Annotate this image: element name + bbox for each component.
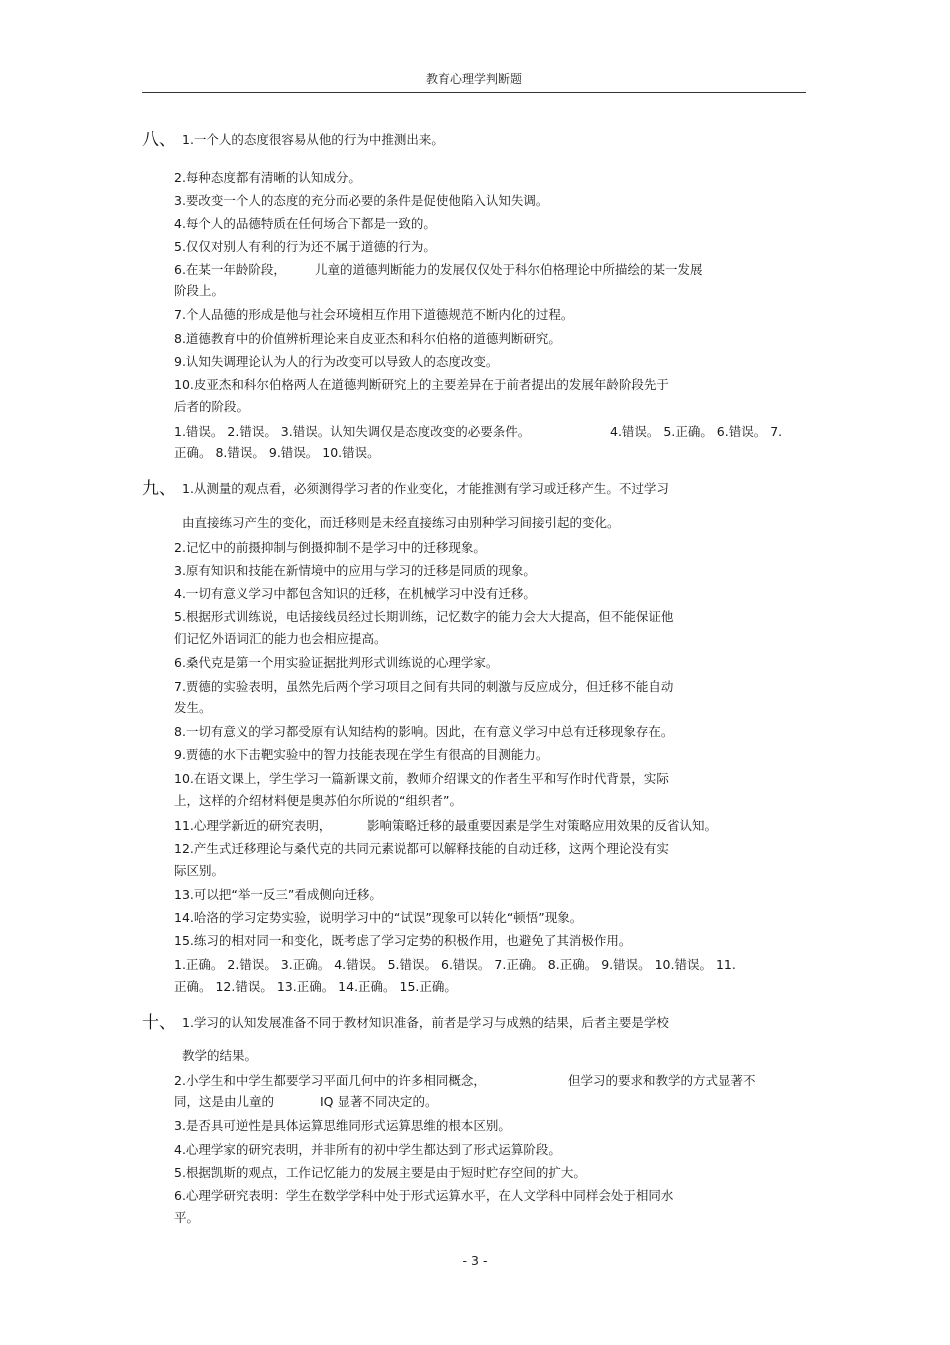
question-line: 同，这是由儿童的 bbox=[174, 1094, 275, 1109]
question-line: 8.一切有意义的学习都受原有认知结构的影响。因此，在有意义学习中总有迁移现象存在。 bbox=[174, 724, 674, 739]
section-number-10: 十、 bbox=[142, 1013, 176, 1033]
question-line: 平。 bbox=[174, 1210, 200, 1225]
question-line: 影响策略迁移的最重要因素是学生对策略应用效果的反省认知。 bbox=[367, 818, 718, 833]
question-line: 14.哈洛的学习定势实验，说明学习中的“试误”现象可以转化“顿悟”现象。 bbox=[174, 910, 583, 925]
question-line: 儿童的道德判断能力的发展仅仅处于科尔伯格理论中所描绘的某一发展 bbox=[315, 262, 703, 277]
question-line: 发生。 bbox=[174, 700, 212, 715]
running-header: 教育心理学判断题 bbox=[425, 72, 522, 86]
question-line: 9.认知失调理论认为人的行为改变可以导致人的态度改变。 bbox=[174, 354, 499, 369]
question-line: 4.心理学家的研究表明，并非所有的初中学生都达到了形式运算阶段。 bbox=[174, 1142, 561, 1157]
answer-line: 1.错误。 2.错误。 3.错误。认知失调仅是态度改变的必要条件。 bbox=[174, 424, 531, 439]
question-line: 13.可以把“举一反三”看成侧向迁移。 bbox=[174, 887, 382, 902]
question-line: 2.记忆中的前摄抑制与倒摄抑制不是学习中的迁移现象。 bbox=[174, 540, 486, 555]
question-line: 们记忆外语词汇的能力也会相应提高。 bbox=[174, 631, 387, 646]
section-number-8: 八、 bbox=[142, 130, 176, 150]
question-line: 5.根据形式训练说，电话接线员经过长期训练，记忆数字的能力会大大提高，但不能保证他 bbox=[174, 609, 674, 624]
question-line: 上，这样的介绍材料便是奥苏伯尔所说的“组织者”。 bbox=[174, 793, 462, 808]
question-line: 8.道德教育中的价值辨析理论来自皮亚杰和科尔伯格的道德判断研究。 bbox=[174, 331, 561, 346]
answer-line: 正确。 12.错误。 13.正确。 14.正确。 15.正确。 bbox=[174, 979, 457, 994]
question-line: 5.根据凯斯的观点，工作记忆能力的发展主要是由于短时贮存空间的扩大。 bbox=[174, 1165, 586, 1180]
answer-line: 4.错误。 5.正确。 6.错误。 7. bbox=[610, 424, 783, 439]
question-line: 3.是否具可逆性是具体运算思维同形式运算思维的根本区别。 bbox=[174, 1118, 511, 1133]
question-line: 后者的阶段。 bbox=[174, 399, 250, 414]
question-line: 但学习的要求和教学的方式显著不 bbox=[568, 1073, 756, 1088]
question-line: 1.一个人的态度很容易从他的行为中推测出来。 bbox=[182, 132, 444, 147]
question-line: 3.要改变一个人的态度的充分而必要的条件是促使他陷入认知失调。 bbox=[174, 193, 549, 208]
section-number-9: 九、 bbox=[142, 479, 176, 499]
question-line: 教学的结果。 bbox=[182, 1048, 258, 1063]
question-line: 11.心理学新近的研究表明， bbox=[174, 818, 332, 833]
question-line: 1.学习的认知发展准备不同于教材知识准备，前者是学习与成熟的结果，后者主要是学校 bbox=[182, 1015, 669, 1030]
question-line: 阶段上。 bbox=[174, 283, 225, 298]
question-line: 12.产生式迁移理论与桑代克的共同元素说都可以解释技能的自动迁移，这两个理论没有实 bbox=[174, 841, 669, 856]
question-line: 1.从测量的观点看，必须测得学习者的作业变化，才能推测有学习或迁移产生。不过学习 bbox=[182, 481, 669, 496]
question-line: 3.原有知识和技能在新情境中的应用与学习的迁移是同质的现象。 bbox=[174, 563, 536, 578]
answer-line: 1.正确。 2.错误。 3.正确。 4.错误。 5.错误。 6.错误。 7.正确。 8.正确。 9.错误。 10.错误。 11. bbox=[174, 957, 736, 972]
question-line: 9.贾德的水下击靶实验中的智力技能表现在学生有很高的目测能力。 bbox=[174, 747, 549, 762]
header-rule bbox=[142, 92, 806, 93]
answer-line: 正确。 8.错误。 9.错误。 10.错误。 bbox=[174, 445, 380, 460]
question-line: 7.贾德的实验表明，虽然先后两个学习项目之间有共同的刺激与反应成分，但迁移不能自动 bbox=[174, 679, 674, 694]
question-line: 7.个人品德的形成是他与社会环境相互作用下道德规范不断内化的过程。 bbox=[174, 307, 574, 322]
page-number: - 3 - bbox=[462, 1253, 488, 1268]
question-line: 4.一切有意义学习中都包含知识的迁移，在机械学习中没有迁移。 bbox=[174, 586, 536, 601]
question-line: 10.在语文课上，学生学习一篇新课文前，教师介绍课文的作者生平和写作时代背景，实际 bbox=[174, 771, 669, 786]
question-line: 际区别。 bbox=[174, 863, 225, 878]
question-line: 6.桑代克是第一个用实验证据批判形式训练说的心理学家。 bbox=[174, 655, 499, 670]
question-line: 6.在某一年龄阶段， bbox=[174, 262, 286, 277]
question-line: 10.皮亚杰和科尔伯格两人在道德判断研究上的主要差异在于前者提出的发展年龄阶段先于 bbox=[174, 377, 669, 392]
question-line: 5.仅仅对别人有利的行为还不属于道德的行为。 bbox=[174, 239, 436, 254]
question-line: 6.心理学研究表明：学生在数学学科中处于形式运算水平，在人文学科中同样会处于相同水 bbox=[174, 1188, 674, 1203]
question-line: IQ 显著不同决定的。 bbox=[320, 1094, 438, 1109]
question-line: 2.小学生和中学生都要学习平面几何中的许多相同概念， bbox=[174, 1073, 486, 1088]
question-line: 15.练习的相对同一和变化，既考虑了学习定势的积极作用，也避免了其消极作用。 bbox=[174, 933, 632, 948]
question-line: 4.每个人的品德特质在任何场合下都是一致的。 bbox=[174, 216, 436, 231]
question-line: 由直接练习产生的变化，而迁移则是未经直接练习由别种学习间接引起的变化。 bbox=[182, 515, 620, 530]
question-line: 2.每种态度都有清晰的认知成分。 bbox=[174, 170, 361, 185]
